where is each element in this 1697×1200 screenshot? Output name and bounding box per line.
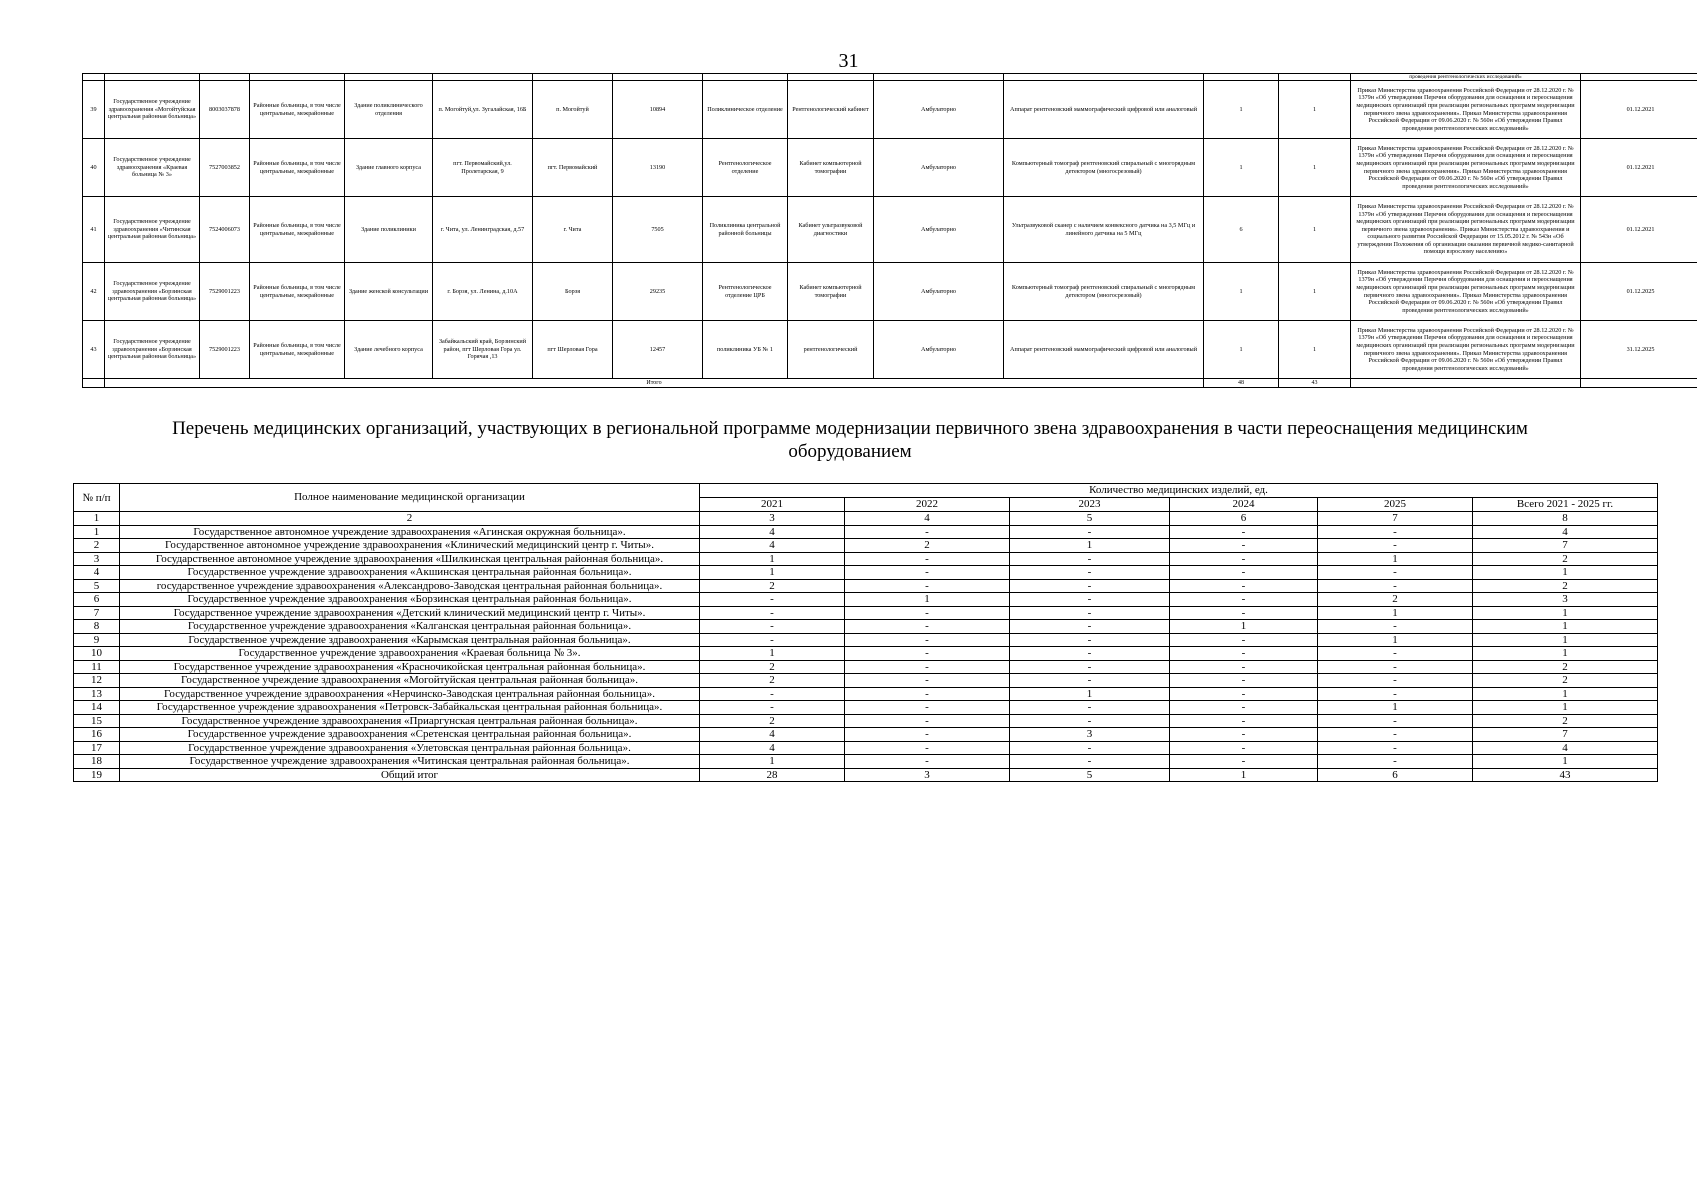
cell-num: 42 <box>83 263 105 321</box>
cell-condition: Амбулаторно <box>874 81 1004 139</box>
cell-org: Государственное учреждение здравоохранения «Читинская центральная районная больница» <box>105 197 200 263</box>
cell-type: Районные больницы, в том числе центральные, межрайонные <box>250 81 345 139</box>
value-year: 4 <box>700 539 845 553</box>
value-total: 43 <box>1473 768 1658 782</box>
cell-org: Государственное учреждение здравоохранения «Борзинская центральная районная больница» <box>105 321 200 379</box>
header-year: 2023 <box>1010 498 1170 512</box>
cell-condition: Амбулаторно <box>874 197 1004 263</box>
value-year: 3 <box>1010 728 1170 742</box>
value-total: 4 <box>1473 741 1658 755</box>
value-year: - <box>1170 633 1318 647</box>
row-number: 16 <box>74 728 120 742</box>
cell-plan: 1 <box>1279 263 1351 321</box>
cell-org: Государственное учреждение здравоохранения «Борзинская центральная районная больница» <box>105 263 200 321</box>
cell-department: Рентгенологическое отделение <box>703 139 788 197</box>
cell-plan: 1 <box>1279 321 1351 379</box>
value-year: 2 <box>1318 593 1473 607</box>
table-row <box>74 768 1658 782</box>
row-number: 1 <box>74 525 120 539</box>
value-year: - <box>845 674 1010 688</box>
table-row <box>83 139 1697 197</box>
cell-plan: 1 <box>1279 81 1351 139</box>
value-year: 1 <box>845 593 1010 607</box>
value-year: - <box>1170 660 1318 674</box>
value-year: 4 <box>700 741 845 755</box>
cell-cabinet: Рентгенологический кабинет <box>788 81 874 139</box>
organization-name: Государственное учреждение здравоохранения «Петровск-Забайкальская центральная районная больница». <box>120 701 700 715</box>
organization-name: Государственное учреждение здравоохранения «Калганская центральная районная больница». <box>120 620 700 634</box>
value-year: - <box>1010 593 1170 607</box>
value-total: 4 <box>1473 525 1658 539</box>
cell-type: Районные больницы, в том числе центральные, межрайонные <box>250 321 345 379</box>
value-total: 1 <box>1473 633 1658 647</box>
table-row <box>74 606 1658 620</box>
cell-basis: Приказ Министерства здравоохранения Российской Федерации от 28.12.2020 г. № 1379н «Об утверждении Перечня оборудования для оснащения и переоснащения медицинских организаций при реализации региональных программ модернизации первичного звена здравоохранения». Приказ Министерства здравоохранения Российской Федерации от 09.06.2020 г. № 560н «Об утверждении Правил проведения рентгенологических исследований» <box>1351 139 1581 197</box>
header-year-total: Всего 2021 - 2025 гг. <box>1473 498 1658 512</box>
header-year: 2025 <box>1318 498 1473 512</box>
value-year: - <box>1170 579 1318 593</box>
value-year: - <box>1318 647 1473 661</box>
column-number: 1 <box>74 512 120 526</box>
value-year: 4 <box>700 525 845 539</box>
value-year: - <box>700 687 845 701</box>
header-row <box>74 484 1658 498</box>
value-year: - <box>1318 741 1473 755</box>
cell-population: 29235 <box>613 263 703 321</box>
cell-population: 7505 <box>613 197 703 263</box>
table-row <box>83 81 1697 139</box>
cell-org: Государственное учреждение здравоохранения «Краевая больница № 3» <box>105 139 200 197</box>
value-year: - <box>1170 755 1318 769</box>
cell-population: 12457 <box>613 321 703 379</box>
value-year: - <box>1318 566 1473 580</box>
cell-num: 43 <box>83 321 105 379</box>
value-year: 1 <box>1010 539 1170 553</box>
value-year: - <box>1010 660 1170 674</box>
value-year: - <box>1170 687 1318 701</box>
cell-date: 01.12.2021 <box>1581 139 1697 197</box>
row-number: 14 <box>74 701 120 715</box>
cell-department: Поликлиника центральной районной больницы <box>703 197 788 263</box>
cell-type: Районные больницы, в том числе центральные, межрайонные <box>250 263 345 321</box>
cell-basis: Приказ Министерства здравоохранения Российской Федерации от 28.12.2020 г. № 1379н «Об утверждении Перечня оборудования для оснащения и переоснащения медицинских организаций при реализации региональных программ модернизации первичного звена здравоохранения». Приказ Министерства здравоохранения Российской Федерации от 09.06.2020 г. № 560н «Об утверждении Правил проведения рентгенологических исследований» <box>1351 321 1581 379</box>
value-year: - <box>700 701 845 715</box>
cell-type: Районные больницы, в том числе центральные, межрайонные <box>250 197 345 263</box>
value-total: 7 <box>1473 728 1658 742</box>
table-row <box>74 525 1658 539</box>
row-number: 15 <box>74 714 120 728</box>
table-row <box>83 197 1697 263</box>
value-year: - <box>1010 755 1170 769</box>
value-year: - <box>1170 714 1318 728</box>
value-year: - <box>845 660 1010 674</box>
cell-equipment: Аппарат рентгеновский маммографический цифровой или аналоговый <box>1004 321 1204 379</box>
header-num: № п/п <box>74 484 120 512</box>
value-total: 1 <box>1473 647 1658 661</box>
cell-cabinet: Кабинет ультразвуковой диагностики <box>788 197 874 263</box>
cell-inn: 8003037878 <box>200 81 250 139</box>
cell-plan: 1 <box>1279 197 1351 263</box>
value-year: 4 <box>700 728 845 742</box>
column-number: 4 <box>845 512 1010 526</box>
value-year: - <box>1010 633 1170 647</box>
cell-address: г. Борзя, ул. Ленина, д.10А <box>433 263 533 321</box>
cell-num: 40 <box>83 139 105 197</box>
value-year: - <box>845 579 1010 593</box>
row-number: 4 <box>74 566 120 580</box>
value-year: - <box>1318 755 1473 769</box>
column-number: 3 <box>700 512 845 526</box>
value-year: - <box>1318 687 1473 701</box>
value-year: 3 <box>845 768 1010 782</box>
value-total: 1 <box>1473 620 1658 634</box>
total-need: 48 <box>1204 379 1279 388</box>
page-number: 31 <box>838 50 859 72</box>
cell-cabinet: Кабинет компьютерной томографии <box>788 263 874 321</box>
cell-equipment: Компьютерный томограф рентгеновский спиральный с многорядным детектором (многосрезовый) <box>1004 139 1204 197</box>
value-total: 1 <box>1473 687 1658 701</box>
value-year: - <box>845 525 1010 539</box>
cell-equipment: Ультразвуковой сканер с наличием конвексного датчика на 3,5 МГц и линейного датчика на 5 МГц <box>1004 197 1204 263</box>
value-year: 2 <box>700 660 845 674</box>
table-row <box>74 674 1658 688</box>
value-year: 2 <box>700 674 845 688</box>
total-plan: 43 <box>1279 379 1351 388</box>
table-row <box>74 647 1658 661</box>
cell-date: 01.12.2021 <box>1581 197 1697 263</box>
value-year: 1 <box>1318 701 1473 715</box>
row-number: 9 <box>74 633 120 647</box>
table-row <box>74 714 1658 728</box>
cell-department: Поликлиническое отделение <box>703 81 788 139</box>
organization-name: Государственное учреждение здравоохранения «Детский клинический медицинский центр г. Читы». <box>120 606 700 620</box>
column-number: 2 <box>120 512 700 526</box>
organization-name: Государственное учреждение здравоохранения «Читинская центральная районная больница». <box>120 755 700 769</box>
value-year: 1 <box>1318 606 1473 620</box>
value-year: - <box>1318 539 1473 553</box>
value-year: 1 <box>1010 687 1170 701</box>
row-number: 2 <box>74 539 120 553</box>
cell-condition: Амбулаторно <box>874 321 1004 379</box>
value-year: 1 <box>1170 620 1318 634</box>
value-year: - <box>700 620 845 634</box>
value-year: - <box>1170 552 1318 566</box>
value-year: - <box>1170 728 1318 742</box>
organization-name: Государственное учреждение здравоохранения «Красночикойская центральная районная больница». <box>120 660 700 674</box>
cell-building: Здание главного корпуса <box>345 139 433 197</box>
cell-cabinet: Кабинет компьютерной томографии <box>788 139 874 197</box>
cell-inn: 7527003852 <box>200 139 250 197</box>
organization-name: Государственное учреждение здравоохранения «Сретенская центральная районная больница». <box>120 728 700 742</box>
value-total: 1 <box>1473 566 1658 580</box>
column-numbers-row <box>74 512 1658 526</box>
cell-building: Здание поликлиники <box>345 197 433 263</box>
value-year: - <box>1318 728 1473 742</box>
value-year: - <box>1010 674 1170 688</box>
value-year: - <box>845 741 1010 755</box>
organizations-table <box>73 483 1658 782</box>
cell-need: 1 <box>1204 81 1279 139</box>
column-number: 6 <box>1170 512 1318 526</box>
value-year: - <box>1010 714 1170 728</box>
cell-settlement: п. Могойтуй <box>533 81 613 139</box>
value-year: - <box>845 714 1010 728</box>
value-year: - <box>845 552 1010 566</box>
table-row <box>74 687 1658 701</box>
value-year: - <box>845 620 1010 634</box>
value-year: - <box>845 728 1010 742</box>
column-number: 7 <box>1318 512 1473 526</box>
value-year: 1 <box>700 755 845 769</box>
cell-settlement: г. Чита <box>533 197 613 263</box>
cell-num: 41 <box>83 197 105 263</box>
value-year: - <box>845 633 1010 647</box>
value-year: - <box>1010 566 1170 580</box>
fragment-row <box>83 74 1697 81</box>
value-year: - <box>1010 525 1170 539</box>
header-name: Полное наименование медицинской организации <box>120 484 700 512</box>
row-number: 7 <box>74 606 120 620</box>
header-year: 2024 <box>1170 498 1318 512</box>
total-empty <box>1351 379 1581 388</box>
value-year: 6 <box>1318 768 1473 782</box>
table-row <box>83 263 1697 321</box>
cell-condition: Амбулаторно <box>874 263 1004 321</box>
organization-name: Государственное учреждение здравоохранения «Могойтуйская центральная районная больница». <box>120 674 700 688</box>
value-year: 1 <box>700 566 845 580</box>
table-row <box>74 620 1658 634</box>
value-total: 2 <box>1473 552 1658 566</box>
value-year: - <box>1170 525 1318 539</box>
value-year: - <box>845 755 1010 769</box>
cell-need: 1 <box>1204 139 1279 197</box>
value-year: - <box>1010 606 1170 620</box>
cell-need: 6 <box>1204 197 1279 263</box>
organization-name: Государственное учреждение здравоохранения «Борзинская центральная районная больница». <box>120 593 700 607</box>
value-total: 1 <box>1473 701 1658 715</box>
cell-org: Государственное учреждение здравоохранения «Могойтуйская центральная районная больница» <box>105 81 200 139</box>
value-year: - <box>1170 741 1318 755</box>
value-year: - <box>1170 566 1318 580</box>
row-number: 12 <box>74 674 120 688</box>
value-year: - <box>1318 525 1473 539</box>
cell-basis: Приказ Министерства здравоохранения Российской Федерации от 28.12.2020 г. № 1379н «Об утверждении Перечня оборудования для оснащения и переоснащения медицинских организаций при реализации региональных программ модернизации первичного звена здравоохранения». Приказ Министерства здравоохранения Российской Федерации от 09.06.2020 г. № 560н «Об утверждении Правил проведения рентгенологических исследований» <box>1351 263 1581 321</box>
organization-name: Государственное учреждение здравоохранения «Карымская центральная районная больница». <box>120 633 700 647</box>
value-year: - <box>845 606 1010 620</box>
value-year: - <box>1318 674 1473 688</box>
cell-department: поликлиника УБ № 1 <box>703 321 788 379</box>
cell-building: Здание лечебного корпуса <box>345 321 433 379</box>
cell-plan: 1 <box>1279 139 1351 197</box>
value-year: - <box>1170 606 1318 620</box>
table-row <box>74 728 1658 742</box>
row-number: 3 <box>74 552 120 566</box>
value-year: 1 <box>1318 633 1473 647</box>
cell-department: Рентгенологическое отделение ЦРБ <box>703 263 788 321</box>
organization-name: Государственное учреждение здравоохранения «Краевая больница № 3». <box>120 647 700 661</box>
value-year: 1 <box>700 552 845 566</box>
value-year: - <box>845 701 1010 715</box>
value-year: - <box>700 593 845 607</box>
row-number: 5 <box>74 579 120 593</box>
value-year: - <box>1318 620 1473 634</box>
value-year: - <box>1170 593 1318 607</box>
value-year: - <box>1010 579 1170 593</box>
cell-address: п. Могойтуй,ул. Зугалайская, 16Б <box>433 81 533 139</box>
table-row <box>74 552 1658 566</box>
value-year: - <box>845 647 1010 661</box>
value-year: - <box>1170 647 1318 661</box>
value-year: - <box>845 566 1010 580</box>
total-empty <box>1581 379 1697 388</box>
table-row <box>74 539 1658 553</box>
table-row <box>74 566 1658 580</box>
value-year: - <box>1170 701 1318 715</box>
value-year: - <box>1170 674 1318 688</box>
value-year: 28 <box>700 768 845 782</box>
value-year: - <box>700 606 845 620</box>
cell-settlement: Борзя <box>533 263 613 321</box>
row-number: 18 <box>74 755 120 769</box>
row-number: 10 <box>74 647 120 661</box>
value-year: 1 <box>700 647 845 661</box>
value-year: - <box>1010 741 1170 755</box>
total-row <box>83 379 1697 388</box>
header-group: Количество медицинских изделий, ед. <box>700 484 1658 498</box>
cell-num: 39 <box>83 81 105 139</box>
cell-building: Здание поликлинического отделения <box>345 81 433 139</box>
value-year: 2 <box>845 539 1010 553</box>
cell-condition: Амбулаторно <box>874 139 1004 197</box>
organization-name: Государственное учреждение здравоохранения «Нерчинско-Заводская центральная районная больница». <box>120 687 700 701</box>
fragment-text: проведения рентгенологических исследований» <box>1351 74 1581 81</box>
row-number: 8 <box>74 620 120 634</box>
cell-settlement: пгт Шерловая Гора <box>533 321 613 379</box>
section-title: Перечень медицинских организаций, участвующих в региональной программе модернизации первичного звена здравоохранения в части переоснащения медицинским оборудованием <box>172 418 1528 462</box>
cell-inn: 7529001223 <box>200 263 250 321</box>
row-number: 13 <box>74 687 120 701</box>
row-number: 17 <box>74 741 120 755</box>
table-row <box>83 321 1697 379</box>
value-total: 2 <box>1473 579 1658 593</box>
value-year: - <box>1170 539 1318 553</box>
total-label: Итого <box>105 379 1204 388</box>
value-total: 2 <box>1473 674 1658 688</box>
value-year: - <box>1010 620 1170 634</box>
value-total: 7 <box>1473 539 1658 553</box>
table-row <box>74 755 1658 769</box>
value-total: 2 <box>1473 660 1658 674</box>
value-year: - <box>1318 579 1473 593</box>
cell-inn: 7524006073 <box>200 197 250 263</box>
value-total: 3 <box>1473 593 1658 607</box>
cell-basis: Приказ Министерства здравоохранения Российской Федерации от 28.12.2020 г. № 1379н «Об утверждении Перечня оборудования для оснащения и переоснащения медицинских организаций при реализации региональных программ модернизации первичного звена здравоохранения». Приказ Министерства здравоохранения Российской Федерации от 09.06.2020 г. № 560н «Об утверждении Правил проведения рентгенологических исследований» <box>1351 81 1581 139</box>
organization-name: Государственное учреждение здравоохранения «Акшинская центральная районная больница». <box>120 566 700 580</box>
organization-name: Государственное автономное учреждение здравоохранения «Агинская окружная больница». <box>120 525 700 539</box>
table-row <box>74 633 1658 647</box>
cell-need: 1 <box>1204 321 1279 379</box>
cell-address: пгт. Первомайский,ул. Пролетарская, 9 <box>433 139 533 197</box>
equipment-table <box>82 73 1697 388</box>
value-total: 1 <box>1473 755 1658 769</box>
value-total: 2 <box>1473 714 1658 728</box>
value-year: - <box>1318 660 1473 674</box>
column-number: 5 <box>1010 512 1170 526</box>
value-year: - <box>1010 552 1170 566</box>
table-row <box>74 579 1658 593</box>
value-year: 5 <box>1010 768 1170 782</box>
cell-population: 13190 <box>613 139 703 197</box>
organization-name: Государственное автономное учреждение здравоохранения «Шилкинская центральная районная больница». <box>120 552 700 566</box>
table-row <box>74 593 1658 607</box>
cell-inn: 7529001223 <box>200 321 250 379</box>
column-number: 8 <box>1473 512 1658 526</box>
row-number: 11 <box>74 660 120 674</box>
value-total: 1 <box>1473 606 1658 620</box>
value-year: 1 <box>1170 768 1318 782</box>
organization-name: Государственное учреждение здравоохранения «Улетовская центральная районная больница». <box>120 741 700 755</box>
cell-need: 1 <box>1204 263 1279 321</box>
organization-name: Государственное автономное учреждение здравоохранения «Клинический медицинский центр г. Читы». <box>120 539 700 553</box>
cell-date: 31.12.2025 <box>1581 321 1697 379</box>
header-year: 2022 <box>845 498 1010 512</box>
table-row <box>74 701 1658 715</box>
value-year: 2 <box>700 714 845 728</box>
table-row <box>74 660 1658 674</box>
cell-address: г. Чита, ул. Ленинградская, д.57 <box>433 197 533 263</box>
cell-basis: Приказ Министерства здравоохранения Российской Федерации от 28.12.2020 г. № 1379н «Об утверждении Перечня оборудования для оснащения и переоснащения медицинских организаций при реализации региональных программ модернизации первичного звена здравоохранения». Приказ Министерства здравоохранения и социального развития Российской Федерации от 15.05.2012 г. № 543н «Об утверждении Положения об организации оказания первичной медико-санитарной помощи взрослому населению» <box>1351 197 1581 263</box>
value-year: - <box>1010 647 1170 661</box>
cell-date: 01.12.2021 <box>1581 81 1697 139</box>
cell-cabinet: рентгенологический <box>788 321 874 379</box>
cell-address: Забайкальский край, Борзинский район, пгт Шерловая Гора ул. Горячая ,13 <box>433 321 533 379</box>
header-year: 2021 <box>700 498 845 512</box>
total-empty <box>83 379 105 388</box>
cell-equipment: Аппарат рентгеновский маммографический цифровой или аналоговый <box>1004 81 1204 139</box>
row-number: 19 <box>74 768 120 782</box>
cell-building: Здание женской консультации <box>345 263 433 321</box>
value-year: - <box>1318 714 1473 728</box>
cell-equipment: Компьютерный томограф рентгеновский спиральный с многорядным детектором (многосрезовый) <box>1004 263 1204 321</box>
organization-name: Общий итог <box>120 768 700 782</box>
value-year: 1 <box>1318 552 1473 566</box>
value-year: - <box>845 687 1010 701</box>
value-year: - <box>700 633 845 647</box>
value-year: - <box>1010 701 1170 715</box>
cell-population: 10894 <box>613 81 703 139</box>
row-number: 6 <box>74 593 120 607</box>
cell-type: Районные больницы, в том числе центральные, межрайонные <box>250 139 345 197</box>
table-row <box>74 741 1658 755</box>
organization-name: государственное учреждение здравоохранения «Александрово-Заводская центральная районная больница». <box>120 579 700 593</box>
cell-settlement: пгт. Первомайский <box>533 139 613 197</box>
value-year: 2 <box>700 579 845 593</box>
cell-date: 01.12.2025 <box>1581 263 1697 321</box>
organization-name: Государственное учреждение здравоохранения «Приаргунская центральная районная больница». <box>120 714 700 728</box>
